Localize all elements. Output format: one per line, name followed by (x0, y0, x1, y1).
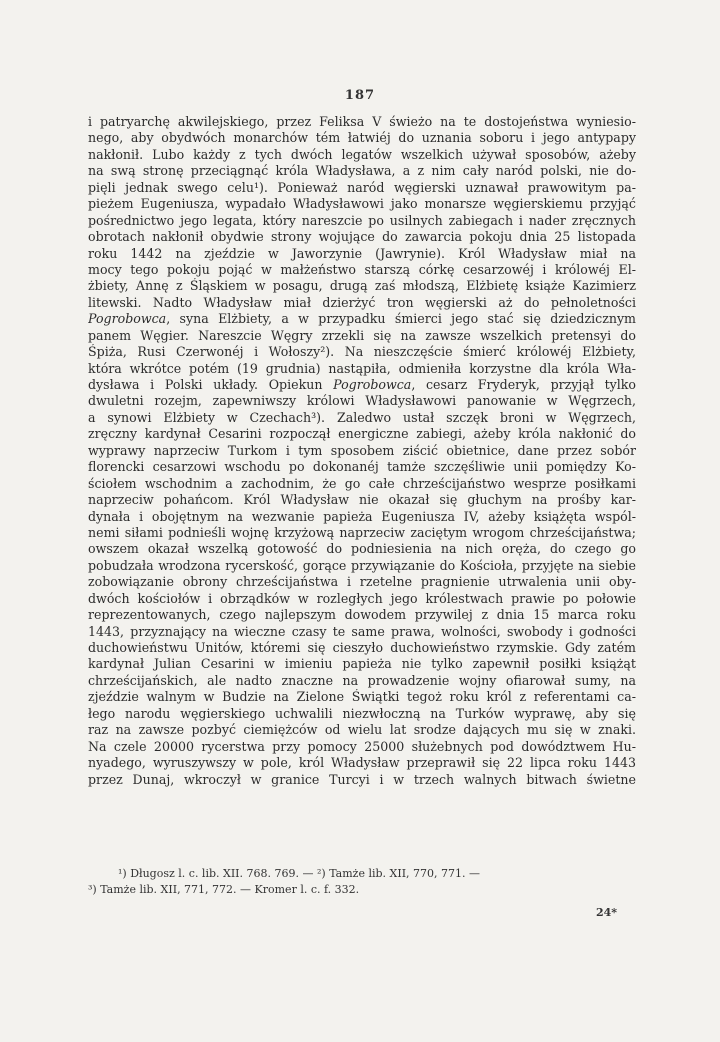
signature-mark: 24* (596, 906, 618, 919)
text-line: pieżem Eugeniusza, wypadało Władysławowi jako monarsze węgierskiemu przyjąć (88, 196, 636, 212)
text-line: dwóch kościołów i obrządków w rozległych jego królestwach prawie po połowie (88, 590, 636, 606)
text-line: nyadego, wyruszywszy w pole, król Władysław przeprawił się 22 lipca roku 1443 (88, 755, 636, 771)
text-line: raz na zawsze pozbyć ciemiężców od wielu lat srodze dających mu się w znaki. (88, 722, 636, 738)
text-line: mocy tego pokoju pojąć w małżeństwo starszą córkę cesarzowéj i królowéj El- (88, 261, 636, 277)
text-line: owszem okazał wszelką gotowość do podniesienia na nich oręża, do czego go (88, 541, 636, 557)
text-line: chrześcijańskich, ale nadto znaczne na prowadzenie wojny ofiarował sumy, na (88, 672, 636, 688)
text-line: pobudzała wrodzona rycerskość, gorące przywiązanie do Kościoła, przyjęte na siebie (88, 557, 636, 573)
text-line: duchowieństwu Unitów, któremi się cieszyło duchowieństwo rzymskie. Gdy zatém (88, 640, 636, 655)
footnote-line: ³) Tamże lib. XII, 771, 772. — Kromer l. c. f. 332. (88, 883, 360, 896)
text-line: florencki cesarzowi wschodu po dokonanéj tamże szczęśliwie unii pomiędzy Ko- (88, 459, 636, 475)
text-line: dwuletni rozejm, zapewniwszy królowi Władysławowi panowanie w Węgrzech, (88, 393, 636, 409)
text-line: przez Dunaj, wkroczył w granice Turcyi i w trzech walnych bitwach świetne (88, 771, 636, 787)
text-line: nemi siłami podnieśli wojnę krzyżową naprzeciw zaciętym wrogom chrześcijaństwa; (88, 524, 636, 540)
text-line: naprzeciw pohańcom. Król Władysław nie okazał się głuchym na prośby kar- (88, 492, 636, 508)
text-line: wyprawy naprzeciw Turkom i tym sposobem ziścić obietnice, dane przez sobór (88, 442, 636, 458)
text-line: litewski. Nadto Władysław miał dzierżyć tron węgierski aż do pełnoletności (88, 294, 636, 310)
text-line: nego, aby obydwóch monarchów tém łatwiéj do uznania soboru i jego antypapy (88, 130, 636, 146)
text-line: Śpiża, Rusi Czerwonéj i Wołoszy²). Na nieszczęście śmierć królowéj Elżbiety, (88, 344, 636, 360)
text-line: i patryarchę akwilejskiego, przez Feliksa V świeżo na te dostojeństwa wyniesio- (88, 114, 636, 129)
text-line: reprezentowanych, czego najlepszym dowodem przywilej z dnia 15 marca roku (88, 607, 636, 623)
text-line: dysława i Polski układy. Opiekun Pogrobowca, cesarz Fryderyk, przyjął tylko (88, 377, 636, 392)
text-line: zjeździe walnym w Budzie na Zielone Świątki tegoż roku król z referentami ca- (88, 689, 636, 705)
text-line: panem Węgier. Nareszcie Węgry zrzekli się na zawsze wszelkich pretensyi do (88, 327, 636, 343)
text-line: na swą stronę przeciągnąć króla Władysława, a z nim cały naród polski, nie do- (88, 163, 636, 179)
text-line: pośrednictwo jego legata, który nareszcie po usilnych zabiegach i nader zręcznych (88, 212, 636, 228)
text-line: ściołem wschodnim a zachodnim, że go całe chrześcijaństwo wesprze posiłkami (88, 475, 636, 491)
main-text (88, 114, 636, 788)
page-number: 187 (344, 88, 376, 103)
text-line: która wkrótce potém (19 grudnia) nastąpiła, odmieniła korzystne dla króla Wła- (88, 360, 636, 376)
text-line: roku 1442 na zjeździe w Jaworzynie (Jawrynie). Król Władysław miał na (88, 245, 636, 261)
text-line: Na czele 20000 rycerstwa przy pomocy 25000 służebnych pod dowództwem Hu- (88, 738, 636, 754)
text-line: 1443, przyznający na wieczne czasy te same prawa, wolności, swobody i godności (88, 623, 636, 639)
text-line: Pogrobowca, syna Elżbiety, a w przypadku śmierci jego stać się dziedzicznym (88, 311, 636, 327)
text-line: dynała i obojętnym na wezwanie papieża Eugeniusza IV, ażeby książęta wspól- (88, 508, 636, 524)
text-line: kardynał Julian Cesarini w imieniu papieża nie tylko zapewnił posiłki książąt (88, 656, 636, 672)
text-line: łego narodu węgierskiego uchwalili niezwłoczną na Turków wyprawę, aby się (88, 705, 636, 721)
text-line: obrotach nakłonił obydwie strony wojujące do zawarcia pokoju dnia 25 listopada (88, 229, 636, 245)
text-line: nakłonił. Lubo każdy z tych dwóch legatów wszelkich używał sposobów, ażeby (88, 146, 636, 162)
text-line: żbiety, Annę z Śląskiem w posagu, drugą zaś młodszą, Elżbietę książe Kazimierz (88, 278, 636, 294)
footnote-line: ¹) Długosz l. c. lib. XII. 768. 769. — ²) Tamże lib. XII, 770, 771. — (118, 867, 481, 880)
footnotes (88, 866, 636, 898)
text-line: zobowiązanie obrony chrześcijaństwa i rzetelne pragnienie utrwalenia unii oby- (88, 574, 636, 590)
text-line: zręczny kardynał Cesarini rozpoczął energiczne zabiegi, ażeby króla nakłonić do (88, 426, 636, 442)
text-line: pięli jednak swego celu¹). Ponieważ naród węgierski uznawał prawowitym pa- (88, 179, 636, 195)
text-line: a synowi Elżbiety w Czechach³). Zaledwo ustał szczęk broni w Węgrzech, (88, 409, 636, 425)
